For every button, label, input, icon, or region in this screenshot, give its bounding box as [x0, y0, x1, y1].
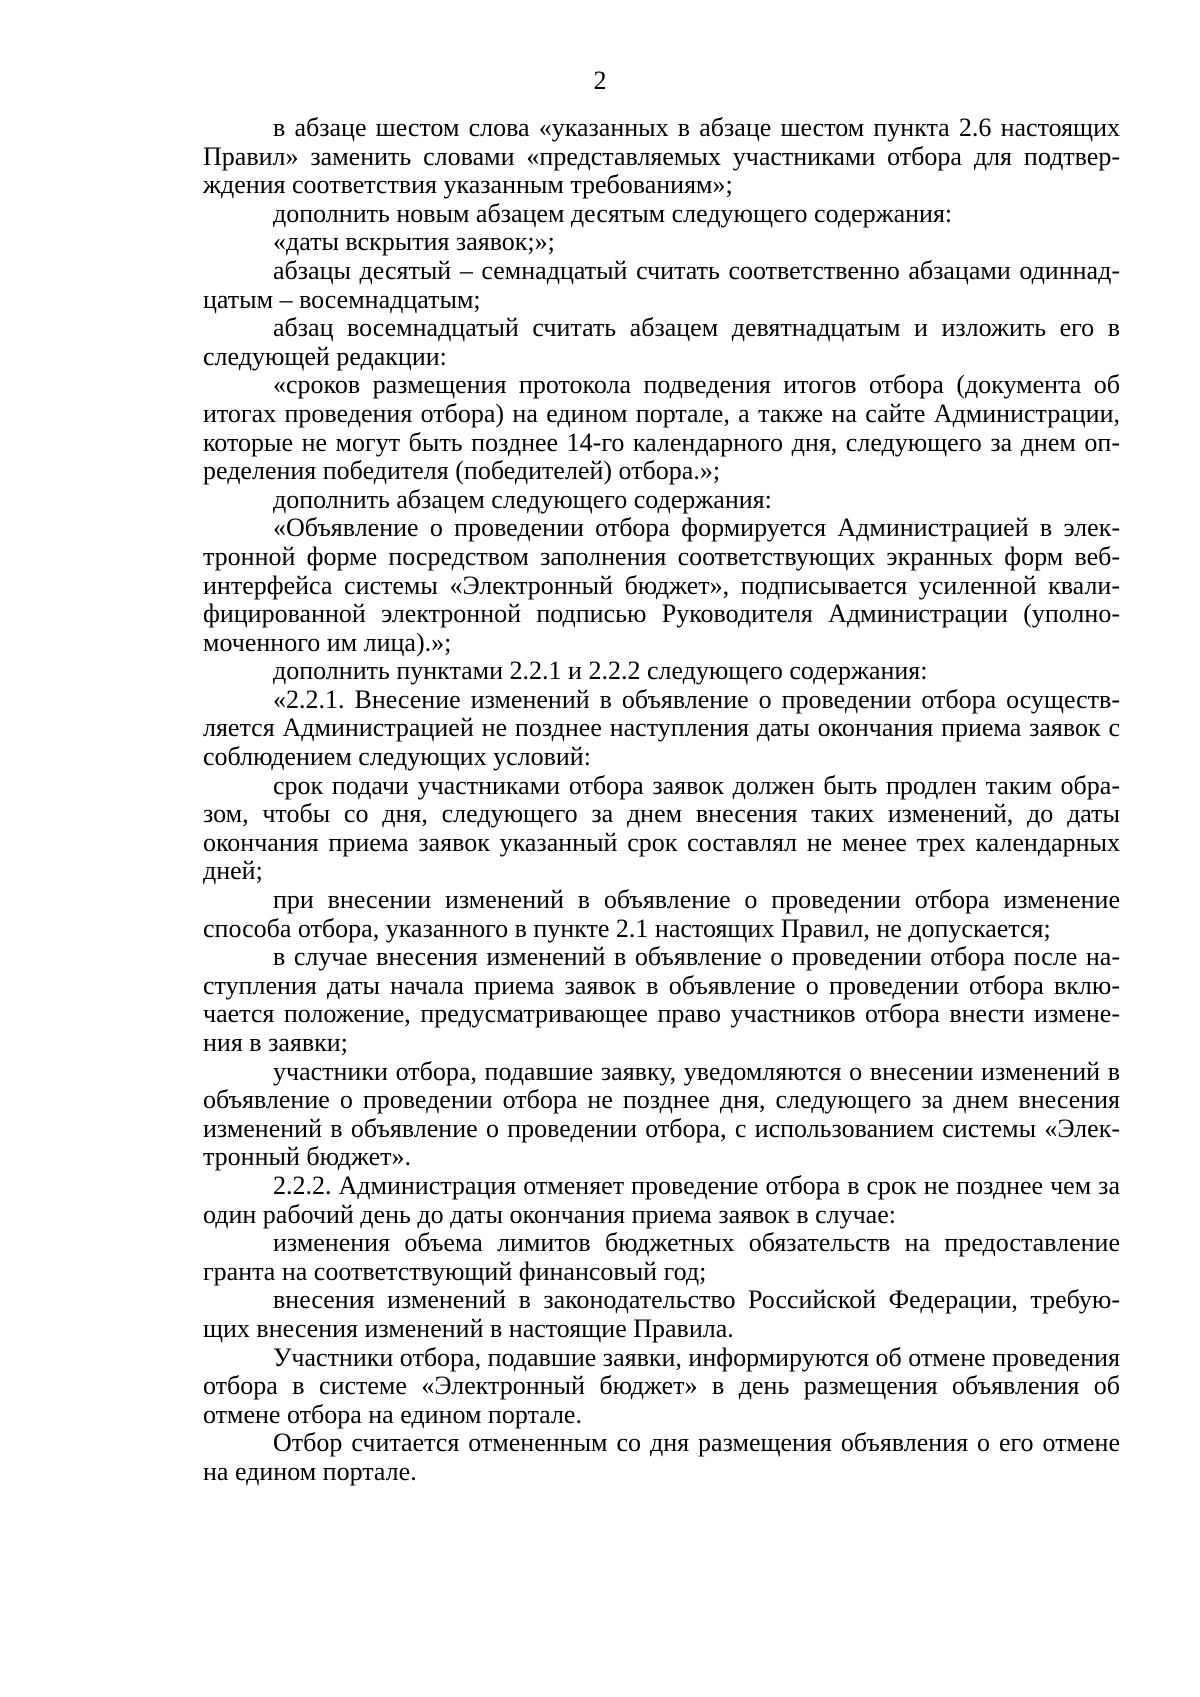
- paragraph-13: в случае внесения изменений в объявление о проведении отбора после наступления даты начала приема заявок в объявление о проведении отбора включается положение, предусматривающее право участников отбора внести изменения в заявки;: [203, 942, 1120, 1057]
- paragraph-5: абзац восемнадцатый считать абзацем девятнадцатым и изложить его в следующей редакции:: [203, 313, 1120, 371]
- paragraph-6: «сроков размещения протокола подведения итогов отбора (документа об итогах проведения отбора) на едином портале, а также на сайте Администрации, которые не могут быть позднее 14-го календарного дня, следующего за днем определения победителя (победителей) отбора.»;: [203, 370, 1120, 486]
- paragraph-11: срок подачи участниками отбора заявок должен быть продлен таким образом, чтобы со дня, следующего за днем внесения таких изменений, до даты окончания приема заявок указанный срок составлял не менее трех календарных дней;: [203, 770, 1120, 886]
- paragraph-12: при внесении изменений в объявление о проведении отбора изменение способа отбора, указанного в пункте 2.1 настоящих Правил, не допускается;: [203, 885, 1120, 943]
- paragraph-10: «2.2.1. Внесение изменений в объявление о проведении отбора осуществляется Администрацией не позднее наступления даты окончания приема заявок с соблюдением следующих условий:: [203, 684, 1120, 772]
- paragraph-14: участники отбора, подавшие заявку, уведомляются о внесении изменений в объявление о проведении отбора не позднее дня, следующего за днем внесения изменений в объявление о проведении отбора, с использованием системы «Электронный бюджет».: [203, 1056, 1120, 1172]
- paragraph-4: абзацы десятый – семнадцатый считать соответственно абзацами одиннадцатым – восемнадцатым;: [203, 255, 1120, 314]
- document-body: [203, 114, 1120, 1487]
- paragraph-1: в абзаце шестом слова «указанных в абзаце шестом пункта 2.6 настоящих Правил» заменить словами «представляемых участниками отбора для подтверждения соответствия указанным требованиям»;: [203, 113, 1120, 200]
- paragraph-16: изменения объема лимитов бюджетных обязательств на предоставление гранта на соответствующий финансовый год;: [203, 1228, 1120, 1286]
- paragraph-7: дополнить абзацем следующего содержания:: [273, 484, 772, 514]
- paragraph-3: «даты вскрытия заявок;»;: [273, 227, 555, 257]
- page-number: 2: [593, 66, 607, 95]
- paragraph-8: «Объявление о проведении отбора формируется Администрацией в электронной форме посредством заполнения соответствующих экранных форм веб-интерфейса системы «Электронный бюджет», подписывается усиленной квалифицированной электронной подписью Руководителя Администрации (уполномоченного им лица).»;: [203, 513, 1120, 657]
- paragraph-9: дополнить пунктами 2.2.1 и 2.2.2 следующего содержания:: [273, 656, 928, 686]
- paragraph-17: внесения изменений в законодательство Российской Федерации, требующих внесения изменений в настоящие Правила.: [203, 1285, 1120, 1343]
- paragraph-2: дополнить новым абзацем десятым следующего содержания:: [273, 198, 953, 228]
- paragraph-18: Участники отбора, подавшие заявки, информируются об отмене проведения отбора в системе «Электронный бюджет» в день размещения объявления об отмене отбора на едином портале.: [203, 1342, 1120, 1429]
- paragraph-15: 2.2.2. Администрация отменяет проведение отбора в срок не позднее чем за один рабочий день до даты окончания приема заявок в случае:: [203, 1170, 1120, 1229]
- paragraph-19: Отбор считается отмененным со дня размещения объявления о его отмене на едином портале.: [203, 1428, 1120, 1486]
